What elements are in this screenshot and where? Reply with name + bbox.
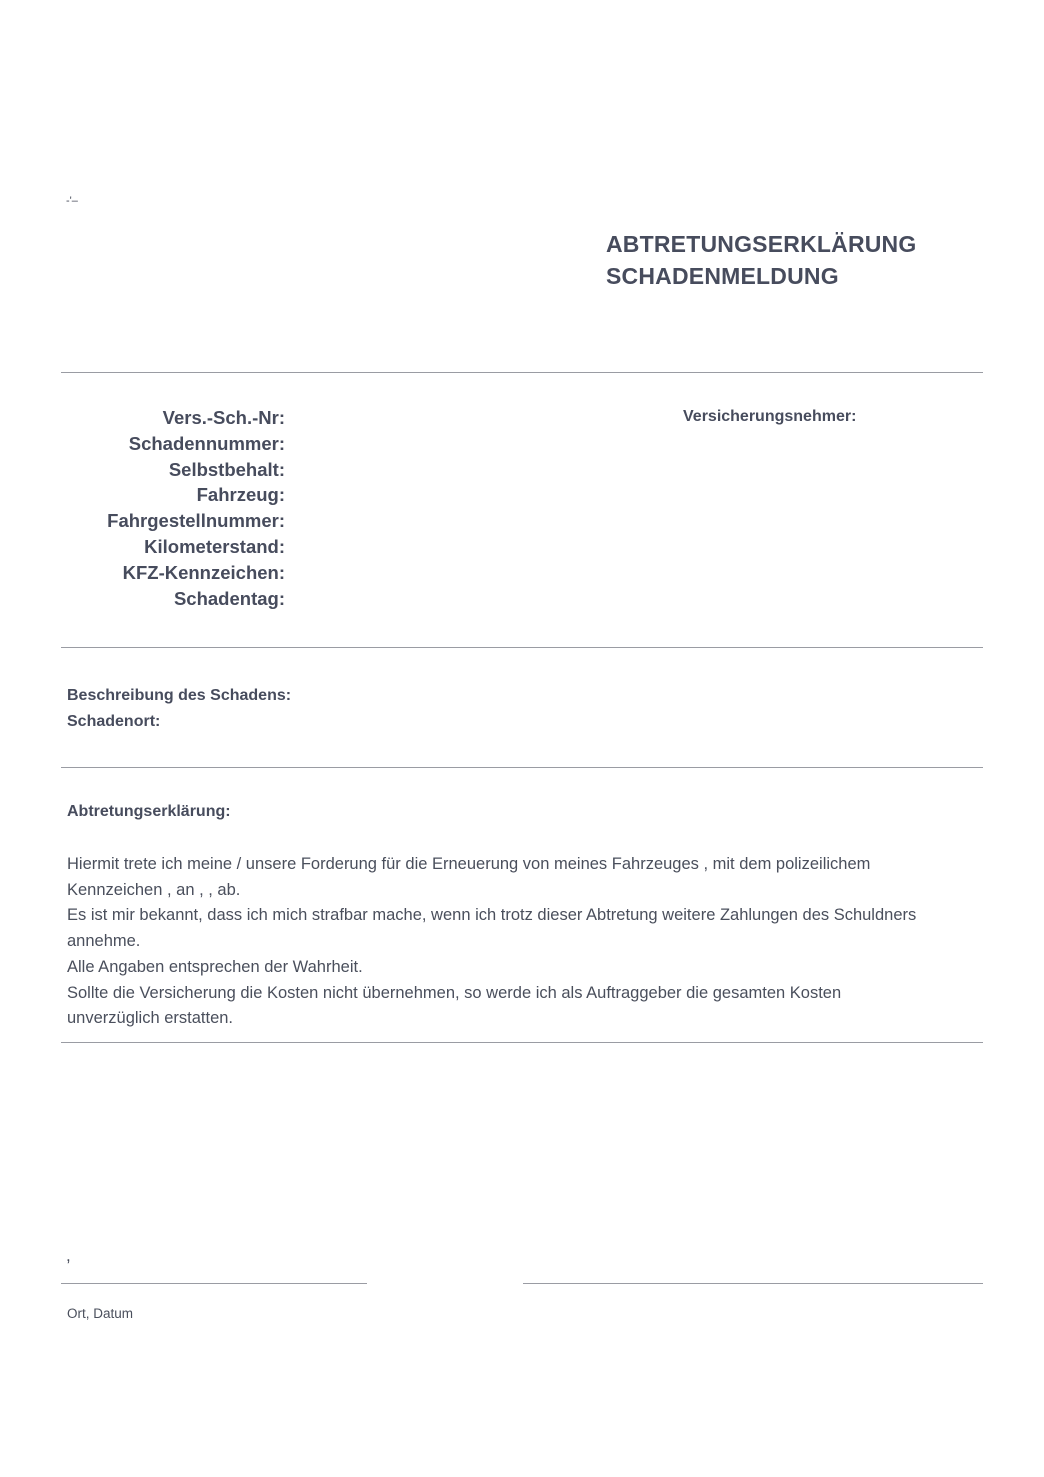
damage-section [67,683,291,734]
header-mark: -'– [66,195,78,207]
title-line-1: ABTRETUNGSERKLÄRUNG [606,231,917,257]
assignment-text [67,852,982,1032]
place-date-label: Ort, Datum [67,1306,134,1321]
field-labels [60,405,285,611]
assignment-line: unverzüglich erstatten. [67,1009,234,1028]
document-title [606,228,916,292]
assignment-line: Hiermit trete ich meine / unsere Forderung für die Erneuerung von meines Fahrzeuges , mit dem polizeilichem [67,855,871,873]
assignment-line: Alle Angaben entsprechen der Wahrheit. [67,957,363,976]
assignment-heading: Abtretungserklärung: [67,803,231,820]
place-date-value: , [66,1246,71,1265]
divider-damage [61,767,983,768]
assignment-line: Sollte die Versicherung die Kosten nicht übernehmen, so werde ich als Auftraggeber die gesamten Kosten [67,983,842,1002]
label-kilometerstand: Kilometerstand: [144,535,285,557]
signature-line [523,1283,983,1284]
label-schadennummer: Schadennummer: [128,432,285,454]
assignment-line: Es ist mir bekannt, dass ich mich strafbar mache, wenn ich trotz dieser Abtretung weitere Zahlungen des Schuldners [67,906,917,925]
label-fahrzeug: Fahrzeug: [196,484,285,506]
assignment-line: Kennzeichen , an , , ab. [67,880,241,899]
label-kfz-kennzeichen: KFZ-Kennzeichen: [122,561,285,583]
label-selbstbehalt: Selbstbehalt: [168,458,285,480]
label-versicherungsnehmer: Versicherungsnehmer: [683,408,857,425]
divider-assignment [61,1042,983,1043]
label-damage-location: Schadenort: [67,712,161,730]
title-line-2: SCHADENMELDUNG [606,263,839,289]
label-schadentag: Schadentag: [173,587,285,609]
place-date-line [61,1283,367,1284]
divider-fields [61,647,983,648]
assignment-line: annehme. [67,932,141,951]
divider-top [61,372,983,373]
label-fahrgestellnummer: Fahrgestellnummer: [107,510,285,532]
label-damage-description: Beschreibung des Schadens: [67,687,292,704]
label-vers-sch-nr: Vers.-Sch.-Nr: [162,407,285,428]
